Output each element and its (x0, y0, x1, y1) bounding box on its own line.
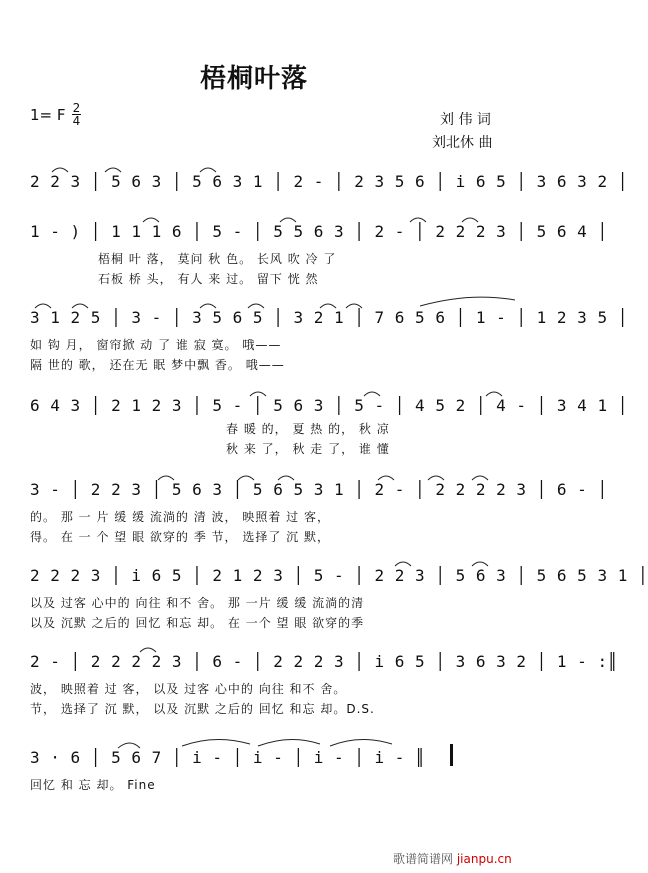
slur (52, 168, 68, 172)
notation-row-3: 3 1 2 5 │ 3 - │ 3 5 6 5 │ 3 2 1 │ 7 6 5 6 │ 1 - │ 1 2 3 5 │ (30, 308, 628, 327)
slur (200, 168, 216, 172)
watermark-url: jianpu.cn (456, 852, 512, 866)
notation-row-6: 2 2 2 3 │ i 6 5 │ 2 1 2 3 │ 5 - │ 2 2 3 │ 5 6 3 │ 5 6 5 3 1 │ (30, 566, 648, 585)
lyric-row-7-verse-2: 节， 选择了 沉 默， 以及 沉默 之后的 回忆 和忘 却。D.S. (30, 702, 375, 716)
slur (428, 476, 444, 480)
notation-row-7: 2 - │ 2 2 2 2 3 │ 6 - │ 2 2 2 3 │ i 6 5 │ 3 6 3 2 │ 1 - :║ (30, 652, 618, 671)
slur (200, 304, 216, 308)
lyric-row-3-verse-1: 如 钩 月， 窗帘掀 动 了 谁 寂 寞。 哦—— (30, 338, 282, 352)
slur (105, 168, 121, 172)
time-sig-top: 2 (72, 101, 81, 115)
slur (472, 476, 488, 480)
slur (143, 218, 159, 222)
song-title: 梧桐叶落 (200, 64, 309, 94)
slur (248, 304, 264, 308)
time-sig-bottom: 4 (72, 114, 81, 128)
slur (486, 392, 502, 396)
notation-row-2: 1 - ) │ 1 1 1 6 │ 5 - │ 5 5 6 3 │ 2 - │ 2 2 2 3 │ 5 6 4 │ (30, 222, 608, 241)
slur (118, 743, 140, 748)
slur (395, 562, 411, 566)
lyric-row-6-verse-1: 以及 过客 心中的 向往 和不 舍。 那 一片 缓 缓 流淌的清 (30, 596, 365, 610)
slur (280, 218, 296, 222)
lyricist-credit: 刘 伟 词 (440, 112, 491, 128)
lyric-row-8-verse-1: 回忆 和 忘 却。 Fine (30, 778, 156, 792)
watermark-cn: 歌谱简谱网 (393, 852, 454, 866)
lyric-row-5-verse-2: 得。 在 一 个 望 眼 欲穿的 季 节， 选择了 沉 默， (30, 530, 330, 544)
lyric-row-6-verse-2: 以及 沉默 之后的 回忆 和忘 却。 在 一个 望 眼 欲穿的季 (30, 616, 365, 630)
notation-row-8: 3 · 6 │ 5 6 7 │ i - │ i - │ i - │ i - ║ (30, 748, 426, 767)
slur (35, 304, 51, 308)
notation-row-5: 3 - │ 2 2 3 │ 5 6 3 │ 5 6 5 3 1 │ 2 - │ 2 2 2 2 3 │ 6 - │ (30, 480, 608, 499)
watermark (393, 850, 512, 867)
lyric-row-2-verse-2: 石板 桥 头， 有人 来 过。 留下 恍 然 (98, 272, 319, 286)
composer-credit: 刘北休 曲 (432, 135, 493, 151)
long-tie (258, 739, 320, 746)
slur (158, 476, 174, 480)
long-tie (182, 739, 250, 746)
long-tie (330, 739, 392, 746)
notation-row-1: 2 2 3 │ 5 6 3 │ 5 6 3 1 │ 2 - │ 2 3 5 6 │ i 6 5 │ 3 6 3 2 │ (30, 172, 628, 191)
slur (472, 562, 488, 566)
final-barline (450, 744, 453, 766)
slur (378, 476, 394, 480)
lyric-row-4-verse-2: 秋 来 了， 秋 走 了， 谁 懂 (226, 442, 390, 456)
slur (462, 218, 478, 222)
slur (250, 392, 266, 396)
long-tie (420, 297, 515, 306)
lyric-row-5-verse-1: 的。 那 一 片 缓 缓 流淌的 清 波， 映照着 过 客， (30, 510, 330, 524)
slur (72, 304, 88, 308)
slur (410, 218, 426, 222)
slur (320, 304, 336, 308)
lyric-row-4-verse-1: 春 暖 的， 夏 热 的， 秋 凉 (226, 422, 390, 436)
lyric-row-7-verse-1: 波， 映照着 过 客， 以及 过客 心中的 向往 和不 舍。 (30, 682, 347, 696)
key-signature: 1= F (30, 106, 66, 124)
slur (238, 476, 254, 480)
slur (364, 392, 380, 396)
lyric-row-3-verse-2: 隔 世的 歌， 还在无 眠 梦中飘 香。 哦—— (30, 358, 285, 372)
lyric-row-2-verse-1: 梧桐 叶 落， 莫问 秋 色。 长风 吹 冷 了 (98, 252, 337, 266)
notation-row-4: 6 4 3 │ 2 1 2 3 │ 5 - │ 5 6 3 │ 5 - │ 4 5 2 │ 4 - │ 3 4 1 │ (30, 396, 628, 415)
slur (346, 304, 362, 308)
slur (278, 476, 294, 480)
slur (140, 648, 156, 652)
